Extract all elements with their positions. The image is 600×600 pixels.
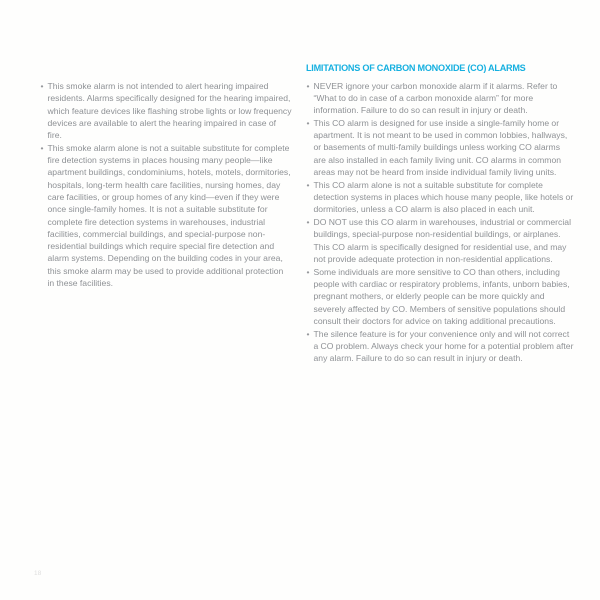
list-item-text: This smoke alarm is not intended to alert hearing impaired residents. Alarms specifically designed for the hearing impaired, which feature devices like flashing strobe lights or low frequency devices are available to alert the hearing impaired in case of fire. (47, 81, 292, 141)
bullet-icon: • (306, 179, 310, 190)
list-item-text: This CO alarm is designed for use inside a single-family home or apartment. It is not meant to be used in common lobbies, hallways, or basements of multi-family buildings unless working CO alarms are also installed in each family living unit. CO alarms in common areas may not be heard from inside individual family living units. (313, 117, 568, 177)
bullet-icon: • (40, 81, 44, 91)
bullet-icon: • (306, 117, 310, 128)
list-item-text: DO NOT use this CO alarm in warehouses, industrial or commercial buildings, special-purpose non-residential buildings, or airplanes. This CO alarm is specifically designed for residential use, and may not provide adequate protection in non-residential applications. (313, 217, 572, 264)
list-item (306, 266, 574, 327)
bullet-icon: • (306, 328, 310, 339)
left-column (40, 80, 292, 290)
list-item-text: This smoke alarm alone is not a suitable substitute for complete fire detection systems in places housing many people—like apartment buildings, condominiums, hotels, motels, dormitories, hospitals, long-term health care facilities, nursing homes, day care facilities, or group homes of any kind—even if they were once single-family homes. It is not a suitable substitute for complete fire detection systems in warehouses, industrial facilities, commercial buildings, and special-purpose non-residential buildings which require special fire detection and alarm systems. Depending on the building codes in your area, this smoke alarm may be used to provide additional protection in these facilities. (47, 142, 291, 288)
list-item (306, 328, 574, 365)
bullet-icon: • (306, 266, 310, 277)
bullet-icon: • (40, 142, 44, 153)
right-column-bullet-list (306, 80, 574, 365)
list-item (306, 80, 574, 117)
list-item (40, 80, 292, 141)
bullet-icon: • (306, 80, 310, 91)
list-item-text: This CO alarm alone is not a suitable substitute for complete detection systems in places which house many people, like hotels or dormitories, unless a CO alarm is also placed in each unit. (313, 179, 574, 215)
section-heading-co-alarm-limitations: LIMITATIONS OF CARBON MONOXIDE (CO) ALARMS (306, 62, 526, 73)
list-item-text: NEVER ignore your carbon monoxide alarm if it alarms. Refer to “What to do in case of a carbon monoxide alarm” for more information. Failure to do so can result in injury or death. (313, 80, 558, 116)
bullet-icon: • (306, 217, 310, 228)
list-item (306, 117, 574, 178)
right-column (306, 62, 574, 365)
list-item-text: Some individuals are more sensitive to CO than others, including people with cardiac or respiratory problems, infants, unborn babies, pregnant mothers, or elderly people can be more quickly and severely affected by CO. Members of sensitive populations should consult their doctors for advice on taking additional precautions. (313, 266, 570, 326)
list-item-text: The silence feature is for your convenience only and will not correct a CO problem. Always check your home for a potential problem after any alarm. Failure to do so can result in injury or death. (313, 328, 574, 364)
list-item (306, 179, 574, 216)
list-item (306, 216, 574, 265)
list-item (40, 142, 292, 289)
page-number: 18 (34, 570, 42, 577)
left-column-bullet-list (40, 80, 292, 289)
